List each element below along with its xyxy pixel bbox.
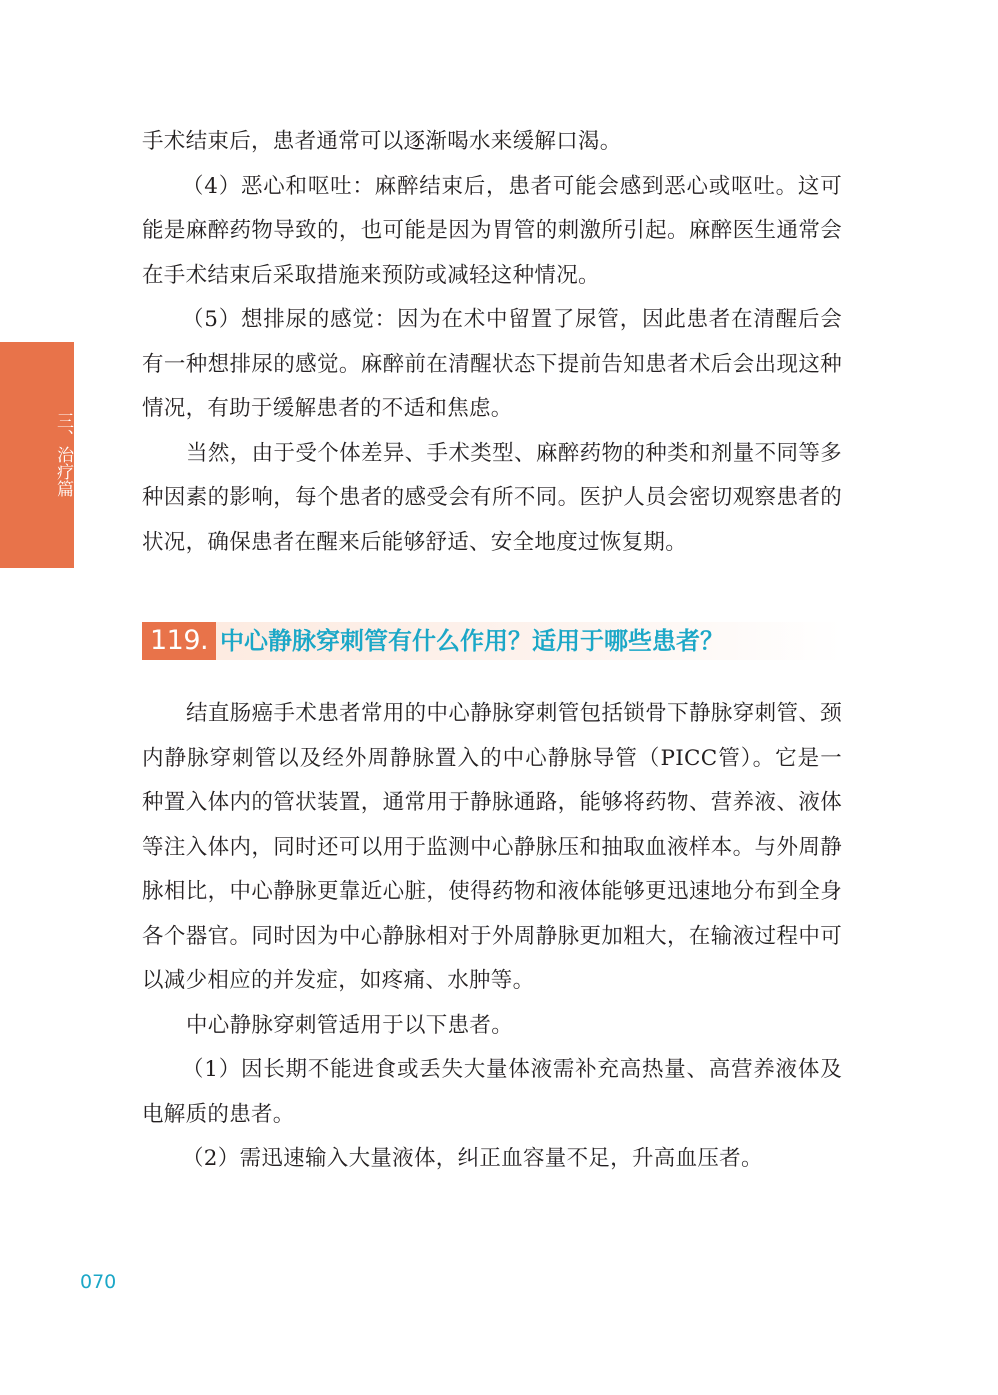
paragraph-item-2: （2）需迅速输入大量液体，纠正血容量不足，升高血压者。 [182, 1146, 763, 1171]
section-number: 119. [142, 622, 216, 660]
paragraph-continuation: 手术结束后，患者通常可以逐渐喝水来缓解口渴。 [142, 129, 622, 154]
chapter-side-tab [0, 342, 74, 568]
paragraph-nausea: （4）恶心和呕吐：麻醉结束后，患者可能会感到恶心或呕吐。这可能是麻醉药物导致的，也可能是因为胃管的刺激所引起。麻醉医生通常会在手术结束后采取措施来预防或减轻这种情况。 [142, 173, 842, 288]
chapter-side-tab-label: 三、治疗篇 [53, 412, 73, 497]
paragraph-item-1: （1）因长期不能进食或丢失大量体液需补充高热量、高营养液体及电解质的患者。 [142, 1057, 842, 1127]
page-number: 070 [80, 1271, 117, 1293]
section-title: 中心静脉穿刺管有什么作用？适用于哪些患者？ [220, 627, 724, 655]
body-text-block [142, 692, 842, 1182]
section-heading [142, 622, 842, 660]
paragraph-central-venous-intro: 结直肠癌手术患者常用的中心静脉穿刺管包括锁骨下静脉穿刺管、颈内静脉穿刺管以及经外周静脉置入的中心静脉导管（PICC管）。它是一种置入体内的管状装置，通常用于静脉通路，能够将药物、营养液、液体等注入体内，同时还可以用于监测中心静脉压和抽取血液样本。与外周静脉相比，中心静脉更靠近心脏，使得药物和液体能够更迅速地分布到全身各个器官。同时因为中心静脉相对于外周静脉更加粗大，在输液过程中可以减少相应的并发症，如疼痛、水肿等。 [142, 701, 842, 993]
paragraph-individual-difference: 当然，由于受个体差异、手术类型、麻醉药物的种类和剂量不同等多种因素的影响，每个患者的感受会有所不同。医护人员会密切观察患者的状况，确保患者在醒来后能够舒适、安全地度过恢复期。 [142, 440, 842, 555]
paragraph-urination: （5）想排尿的感觉：因为在术中留置了尿管，因此患者在清醒后会有一种想排尿的感觉。麻醉前在清醒状态下提前告知患者术后会出现这种情况，有助于缓解患者的不适和焦虑。 [142, 307, 842, 421]
paragraph-applicable-patients: 中心静脉穿刺管适用于以下患者。 [186, 1012, 514, 1038]
top-text-block [142, 120, 842, 565]
